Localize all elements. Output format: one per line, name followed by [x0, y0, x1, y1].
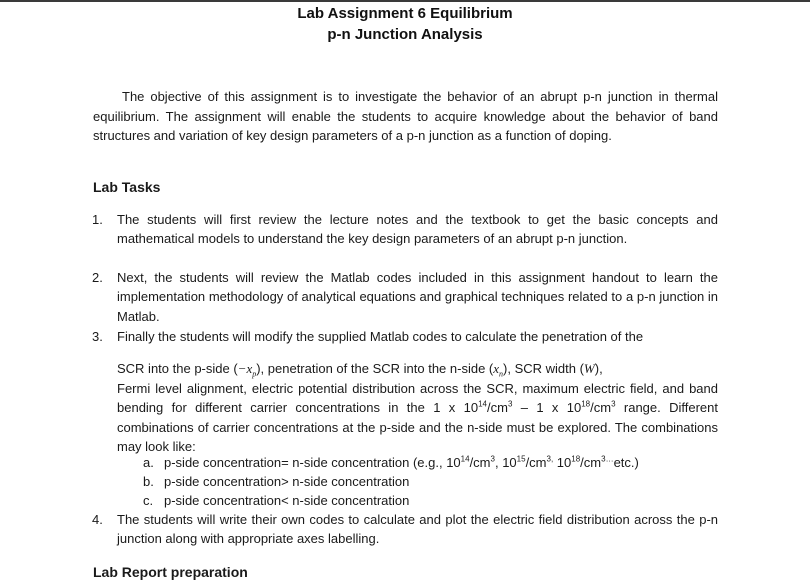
xn-symbol: $x_n$: [493, 361, 504, 379]
task-item-3: [92, 327, 719, 456]
task-number: 1.: [92, 212, 103, 227]
subitem-letter: c.: [143, 493, 154, 508]
xp-symbol: $-x_p$: [237, 361, 257, 379]
task-number: 2.: [92, 270, 103, 285]
subitem-letter: b.: [143, 474, 154, 489]
document-subtitle: p-n Junction Analysis: [327, 26, 483, 43]
task-number: 4.: [92, 512, 103, 527]
w-symbol: W: [583, 361, 595, 377]
document-title: Lab Assignment 6 Equilibrium: [297, 5, 513, 22]
task-number: 3.: [92, 329, 103, 344]
task-text: The students will write their own codes to calculate and plot the electric field distribution across the p-n junction along with appropriate axes labelling.: [117, 512, 718, 547]
subitem-text: p-side concentration< n-side concentration: [164, 493, 410, 508]
task-text-line1: Finally the students will modify the supplied Matlab codes to calculate the penetration of the: [117, 329, 644, 344]
lab-tasks-heading: Lab Tasks: [93, 179, 161, 195]
objective-paragraph: The objective of this assignment is to investigate the behavior of an abrupt p-n junction in thermal equilibrium. The assignment will enable the students to acquire knowledge about the behavior of band structures and variation of key design parameters of a p-n junction as a function of doping.: [93, 89, 718, 144]
subitem-letter: a.: [143, 455, 154, 470]
subitem-text: p-side concentration> n-side concentration: [164, 474, 410, 489]
subitem-a: [143, 453, 639, 472]
task-item-1: [92, 210, 718, 249]
task-text: Next, the students will review the Matlab codes included in this assignment handout to learn the implementation methodology of analytical equations and graphical techniques related to a p-n junction in Matlab.: [117, 270, 718, 324]
task-item-4: [92, 510, 718, 549]
lab-report-heading: Lab Report preparation: [93, 564, 248, 580]
task-text: The students will first review the lecture notes and the textbook to get the basic concepts and mathematical models to understand the key design parameters of an abrupt p-n junction.: [117, 212, 718, 247]
task-item-2: [92, 268, 718, 326]
subitem-c: [143, 491, 409, 510]
task-text-scr: SCR into the p-side $(-x_p)$, penetration of the SCR into the n-side $(x_n)$, SCR width (W),: [117, 361, 603, 379]
subitem-text: p-side concentration= n-side concentration (e.g., $10^{14}/cm^3$, $10^{15}/cm^{3,}$ $10^{18}/cm^{3\dots}etc$.): [164, 454, 639, 470]
subitem-b: [143, 472, 409, 491]
top-rule: [0, 0, 810, 2]
task-text-rest: Fermi level alignment, electric potential distribution across the SCR, maximum electric field, and band bending for different carrier concentrations in the 1 x $10^{14}/cm^3 - 1$ x $10^{18}/cm^3$ range. Different combinations of carrier concentrations at the p-side and the n-side must be explored. The combinations may look like:: [117, 380, 719, 455]
